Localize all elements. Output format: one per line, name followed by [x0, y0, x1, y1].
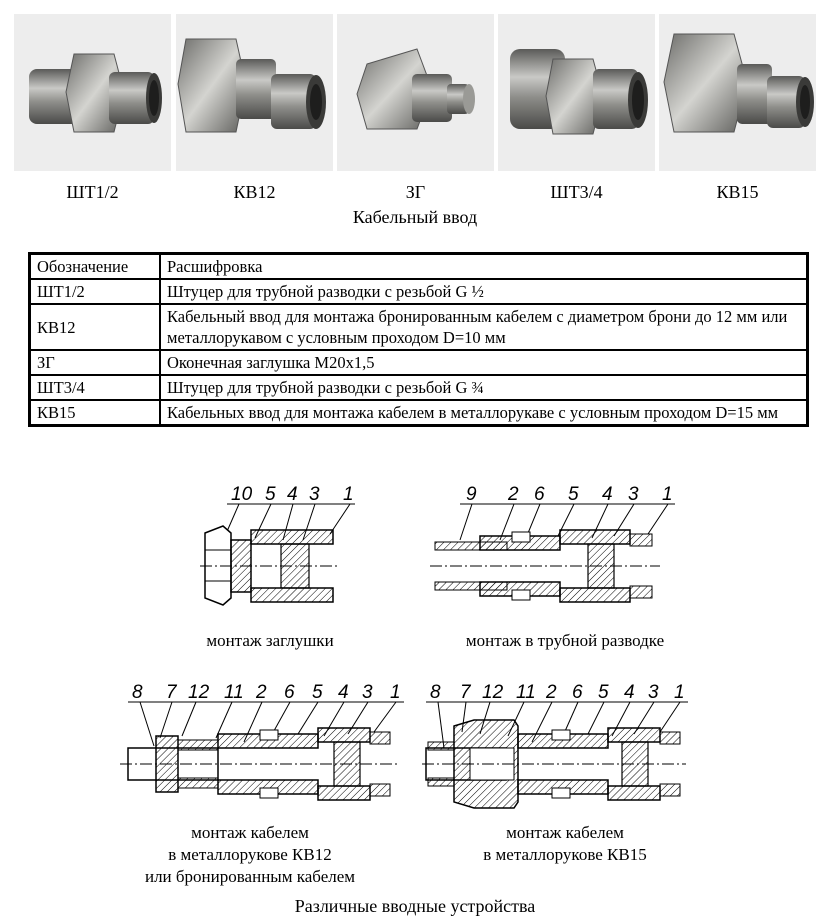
part-number: 1	[343, 484, 354, 505]
table-cell-desc: Оконечная заглушка М20х1,5	[160, 350, 808, 375]
figure-caption: Различные вводные устройства	[294, 896, 536, 916]
part-number: 2	[256, 682, 267, 703]
part-number: 12	[188, 682, 210, 703]
drawing-kv12	[120, 676, 410, 816]
photo-label: ЗГ	[405, 182, 426, 202]
part-number: 1	[674, 682, 685, 703]
table-cell-code: ШТ3/4	[30, 375, 161, 400]
fitting-image	[337, 14, 494, 171]
photo-sht12	[14, 14, 171, 171]
part-number: 11	[224, 682, 244, 703]
photo-kv15	[659, 14, 816, 171]
part-number: 3	[648, 682, 659, 703]
part-number: 2	[508, 484, 519, 505]
table-row	[30, 350, 808, 375]
part-number: 8	[430, 682, 441, 703]
table-header: Обозначение	[30, 254, 161, 280]
part-number: 4	[602, 484, 613, 505]
part-number: 5	[265, 484, 276, 505]
part-number: 3	[362, 682, 373, 703]
part-number: 8	[132, 682, 143, 703]
part-number: 3	[309, 484, 320, 505]
table-cell-desc: Штуцер для трубной разводки с резьбой G ½	[160, 279, 808, 304]
part-number: 4	[287, 484, 298, 505]
part-number: 7	[460, 682, 471, 703]
table-cell-code: КВ12	[30, 304, 161, 350]
part-number: 5	[598, 682, 609, 703]
table-header-row	[30, 254, 808, 280]
fitting-image	[659, 14, 816, 171]
fitting-image	[176, 14, 333, 171]
table-row	[30, 375, 808, 400]
drawing-caption: монтаж кабелем в металлорукове КВ15	[483, 823, 647, 864]
table-cell-code: ШТ1/2	[30, 279, 161, 304]
designation-table	[28, 252, 809, 427]
part-number: 10	[231, 484, 253, 505]
drawing-caption: монтаж в трубной разводке	[465, 631, 665, 650]
photo-label: ШТ3/4	[550, 182, 603, 202]
fitting-image	[498, 14, 655, 171]
part-number: 5	[312, 682, 323, 703]
table-header: Расшифровка	[160, 254, 808, 280]
part-number: 2	[546, 682, 557, 703]
fitting-image	[14, 14, 171, 171]
part-number: 6	[534, 484, 545, 505]
table-cell-desc: Штуцер для трубной разводки с резьбой G ¾	[160, 375, 808, 400]
part-number: 4	[624, 682, 635, 703]
drawing-caption: монтаж кабелем в металлорукове КВ12 или бронированным кабелем	[144, 823, 356, 886]
photo-label: КВ12	[233, 182, 276, 202]
photos-caption: Кабельный ввод	[352, 207, 478, 227]
part-number: 1	[390, 682, 401, 703]
photo-sht34	[498, 14, 655, 171]
part-number: 12	[482, 682, 504, 703]
photo-zg	[337, 14, 494, 171]
part-number: 6	[284, 682, 295, 703]
drawing-plug	[195, 478, 370, 618]
photo-label: КВ15	[716, 182, 759, 202]
table-cell-code: КВ15	[30, 400, 161, 426]
part-number: 7	[166, 682, 177, 703]
part-number: 5	[568, 484, 579, 505]
table-cell-code: ЗГ	[30, 350, 161, 375]
table-row	[30, 304, 808, 350]
part-number: 6	[572, 682, 583, 703]
part-number: 9	[466, 484, 477, 505]
part-number: 4	[338, 682, 349, 703]
part-number: 11	[516, 682, 536, 703]
photo-kv12	[176, 14, 333, 171]
photo-label: ШТ1/2	[66, 182, 119, 202]
table-cell-desc: Кабельный ввод для монтажа бронированным кабелем с диаметром брони до 12 мм или металлорукавом с условным проходом D=10 мм	[160, 304, 808, 350]
part-number: 1	[662, 484, 673, 505]
drawing-kv15	[422, 676, 692, 816]
part-number: 3	[628, 484, 639, 505]
table-row	[30, 279, 808, 304]
drawing-caption: монтаж заглушки	[206, 631, 334, 650]
table-row	[30, 400, 808, 426]
drawing-pipe	[430, 478, 680, 618]
table-cell-desc: Кабельных ввод для монтажа кабелем в металлорукаве с условным проходом D=15 мм	[160, 400, 808, 426]
